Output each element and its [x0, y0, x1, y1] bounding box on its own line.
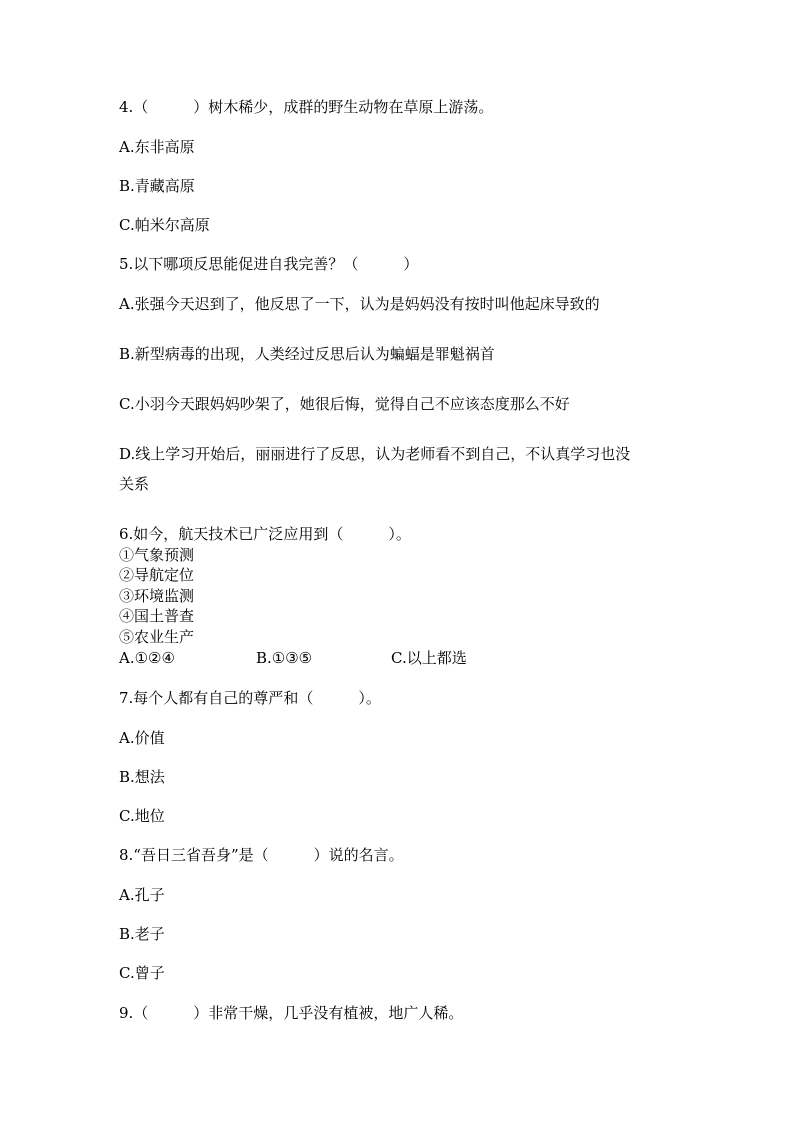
question-5-stem: 5.以下哪项反思能促进自我完善？（ ）	[119, 255, 419, 273]
question-6-item-3: ③环境监测	[119, 587, 195, 605]
question-4-option-c[interactable]: C.帕米尔高原	[119, 216, 210, 234]
question-6-item-2: ②导航定位	[119, 566, 195, 584]
question-5-option-c[interactable]: C.小羽今天跟妈妈吵架了，她很后悔，觉得自己不应该态度那么不好	[119, 395, 570, 413]
question-7-option-a[interactable]: A.价值	[119, 729, 165, 747]
question-6-option-b[interactable]: B.①③⑤	[256, 649, 313, 667]
question-5-option-b[interactable]: B.新型病毒的出现，人类经过反思后认为蝙蝠是罪魁祸首	[119, 345, 495, 363]
question-6-item-4: ④国土普查	[119, 607, 195, 625]
question-5-option-d-continued: 关系	[119, 475, 150, 493]
question-8-stem: 8.“吾日三省吾身”是（ ）说的名言。	[119, 846, 404, 864]
question-6-option-a[interactable]: A.①②④	[119, 649, 175, 667]
question-7-option-c[interactable]: C.地位	[119, 807, 165, 825]
question-8-option-a[interactable]: A.孔子	[119, 886, 165, 904]
question-6-option-c[interactable]: C.以上都选	[391, 649, 467, 667]
question-7-option-b[interactable]: B.想法	[119, 768, 165, 786]
question-4-option-a[interactable]: A.东非高原	[119, 138, 195, 156]
question-5-option-d[interactable]: D.线上学习开始后，丽丽进行了反思，认为老师看不到自己，不认真学习也没	[119, 445, 631, 463]
question-4-stem: 4.（ ）树木稀少，成群的野生动物在草原上游荡。	[119, 98, 494, 116]
question-6-options-row	[119, 648, 619, 668]
question-9-stem: 9.（ ）非常干燥，几乎没有植被，地广人稀。	[119, 1004, 464, 1022]
question-6-stem: 6.如今，航天技术已广泛应用到（ ）。	[119, 525, 411, 543]
question-6-item-5: ⑤农业生产	[119, 628, 195, 646]
question-8-option-c[interactable]: C.曾子	[119, 964, 165, 982]
question-5-option-a[interactable]: A.张强今天迟到了，他反思了一下，认为是妈妈没有按时叫他起床导致的	[119, 295, 600, 313]
question-8-option-b[interactable]: B.老子	[119, 925, 165, 943]
question-6-item-1: ①气象预测	[119, 546, 195, 564]
question-7-stem: 7.每个人都有自己的尊严和（ ）。	[119, 689, 381, 707]
question-4-option-b[interactable]: B.青藏高原	[119, 177, 195, 195]
